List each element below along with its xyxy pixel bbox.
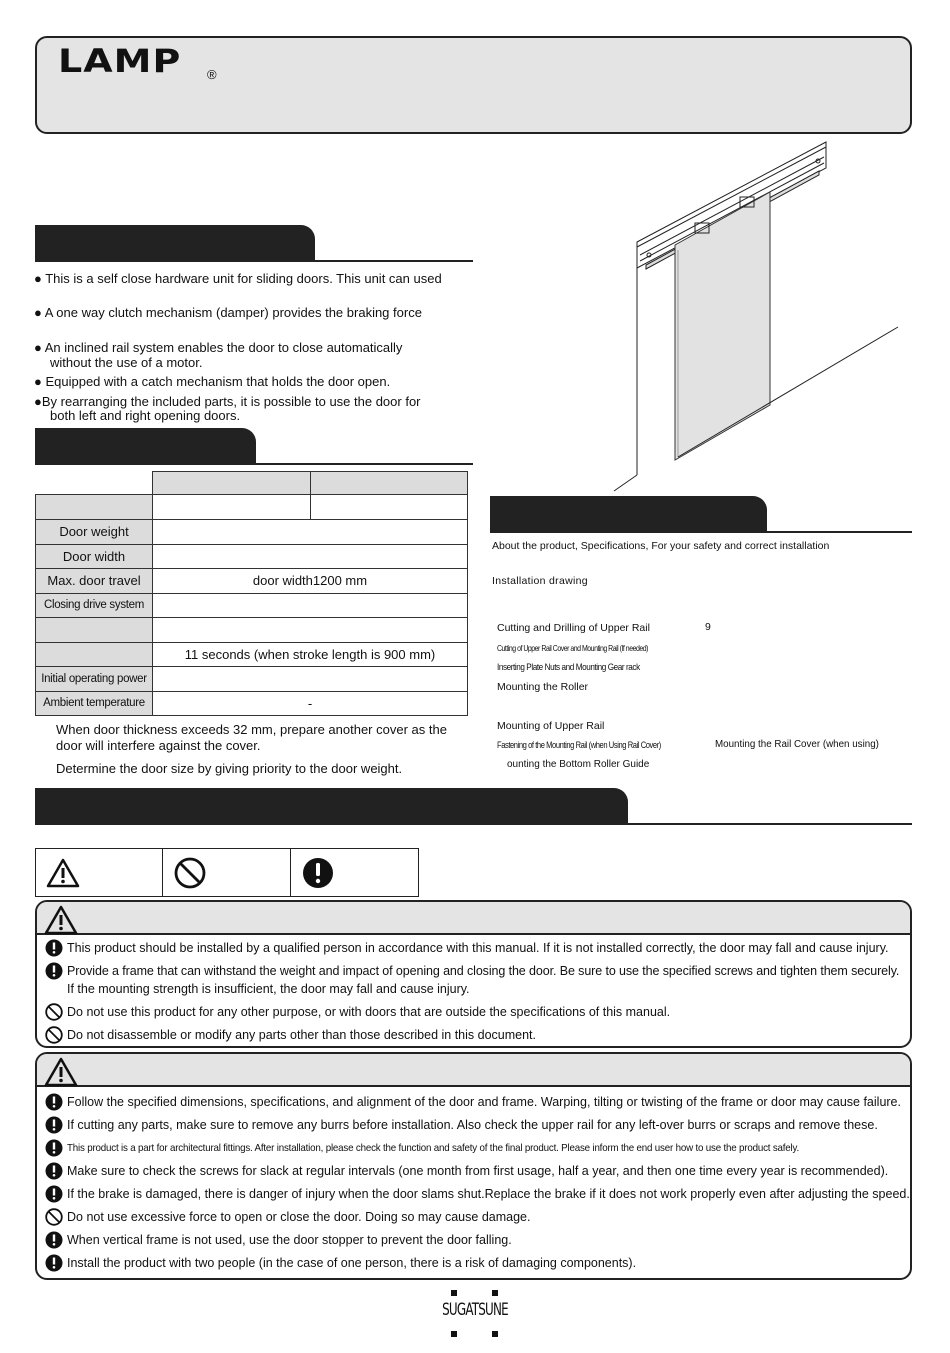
spec-label <box>36 642 153 667</box>
mandatory-action-icon <box>45 1139 63 1157</box>
mandatory-action-icon <box>45 1231 63 1249</box>
mandatory-action-icon <box>45 939 63 957</box>
spec-row <box>36 667 468 692</box>
contents-item-3: Inserting Plate Nuts and Mounting Gear rack <box>497 662 640 673</box>
legend-warning <box>35 848 163 897</box>
prohibited-icon <box>173 856 207 890</box>
legend-prohibited <box>163 848 291 897</box>
logo-square <box>492 1290 498 1296</box>
feature-2: ● A one way clutch mechanism (damper) provides the braking force <box>34 305 422 320</box>
prohibited-icon <box>45 1003 63 1021</box>
spec-row <box>36 544 468 569</box>
spec-label: Ambient temperature <box>36 691 153 716</box>
caution-list <box>37 1087 910 1272</box>
warning-panel <box>35 900 912 1048</box>
mandatory-action-icon <box>45 1116 63 1134</box>
caution-item <box>45 1185 910 1203</box>
caution-triangle-icon <box>44 1057 78 1087</box>
contents-item-7: ounting the Bottom Roller Guide <box>507 759 650 770</box>
spec-row <box>36 495 468 520</box>
caution-item <box>45 1208 910 1226</box>
caution-item <box>45 1139 910 1157</box>
contents-item-5: Mounting of Upper Rail <box>497 720 605 732</box>
warning-list <box>37 935 910 1044</box>
warning-item <box>45 962 910 998</box>
spec-value: - <box>153 691 468 716</box>
contents-item-6: Fastening of the Mounting Rail (when Using Rail Cover) <box>497 740 661 750</box>
mandatory-action-icon <box>45 1093 63 1111</box>
prohibited-icon <box>45 1208 63 1226</box>
warning-panel-head <box>37 902 910 935</box>
warning-item <box>45 939 910 957</box>
spec-table-head <box>152 471 468 495</box>
mandatory-action-icon <box>45 1254 63 1272</box>
spec-value: 11 seconds (when stroke length is 900 mm) <box>153 642 468 667</box>
mandatory-action-icon <box>301 856 335 890</box>
contents-rule <box>490 531 912 533</box>
warning-triangle-icon <box>44 905 78 935</box>
spec-row <box>36 520 468 545</box>
logo-square <box>492 1331 498 1337</box>
spec-label: Closing drive system <box>36 593 153 618</box>
safety-rule <box>35 823 912 825</box>
spec-row <box>36 691 468 716</box>
warning-item <box>45 1003 910 1021</box>
spec-note-1: When door thickness exceeds 32 mm, prepare another cover as the <box>56 722 447 737</box>
feature-4: ● Equipped with a catch mechanism that holds the door open. <box>34 374 391 389</box>
mandatory-action-icon <box>45 1185 63 1203</box>
spec-value <box>153 593 468 618</box>
spec-value <box>153 618 468 643</box>
contents-page-num: 9 <box>705 621 711 633</box>
caution-panel <box>35 1052 912 1280</box>
contents-item-4: Mounting the Roller <box>497 681 589 693</box>
caution-text: Install the product with two people (in the case of one person, there is a risk of damaging components). <box>67 1256 637 1270</box>
sugatsune-logo <box>430 1288 520 1343</box>
spec-row <box>36 569 468 594</box>
spec-rule <box>35 463 473 465</box>
feature-5: ●By rearranging the included parts, it is possible to use the door for <box>34 394 421 409</box>
spec-row <box>36 642 468 667</box>
warning-text: This product should be installed by a qualified person in accordance with this manual. If it is not installed correctly, the door may fall and cause injury. <box>67 941 889 955</box>
warning-text: Do not disassemble or modify any parts other than those described in this document. <box>67 1028 537 1042</box>
spec-label: Max. door travel <box>36 569 153 594</box>
contents-item-2: Cutting of Upper Rail Cover and Mounting Rail (If needed) <box>497 643 648 653</box>
contents-line-1: About the product, Specifications, For your safety and correct installation <box>492 540 830 552</box>
spec-value: door width1200 mm <box>153 569 468 594</box>
spec-row <box>36 593 468 618</box>
mandatory-action-icon <box>45 962 63 980</box>
caution-item <box>45 1254 910 1272</box>
logo-square <box>451 1331 457 1337</box>
brand-logo: LAMP <box>58 42 182 80</box>
spec-value <box>153 520 468 545</box>
contents-line-2: Installation drawing <box>492 575 588 587</box>
spec-label: Door width <box>36 544 153 569</box>
contents-item-1: Cutting and Drilling of Upper Rail <box>497 622 650 634</box>
symbol-legend <box>35 848 419 897</box>
caution-item <box>45 1162 910 1180</box>
spec-label <box>36 618 153 643</box>
caution-item <box>45 1116 910 1134</box>
spec-label: Initial operating power <box>36 667 153 692</box>
caution-text: When vertical frame is not used, use the door stopper to prevent the door falling. <box>67 1233 512 1247</box>
spec-table <box>35 494 468 716</box>
caution-text: Make sure to check the screws for slack at regular intervals (one month from first usage, half a year, and then one time every year is recommended). <box>67 1164 889 1178</box>
caution-text: This product is a part for architectural fittings. After installation, please check the function and safety of the final product. Please inform the end user how to use the product safely. <box>67 1142 800 1154</box>
spec-value <box>153 544 468 569</box>
feature-3: ● An inclined rail system enables the door to close automatically <box>34 340 403 355</box>
caution-item <box>45 1093 910 1111</box>
caution-text: Do not use excessive force to open or close the door. Doing so may cause damage. <box>67 1210 531 1224</box>
caution-item <box>45 1231 910 1249</box>
spec-label: Door weight <box>36 520 153 545</box>
registered-mark: ® <box>207 67 217 82</box>
spec-split-cell <box>153 495 468 520</box>
legend-mandatory <box>291 848 419 897</box>
feature-1: ● This is a self close hardware unit for sliding doors. This unit can used <box>34 271 442 286</box>
features-section-bar <box>35 225 315 262</box>
caution-panel-head <box>37 1054 910 1087</box>
safety-section-bar <box>35 788 628 825</box>
feature-5-cont: both left and right opening doors. <box>50 408 241 423</box>
spec-value <box>153 667 468 692</box>
spec-row <box>36 618 468 643</box>
contents-right-item: Mounting the Rail Cover (when using) <box>715 739 879 750</box>
warning-text-cont: If the mounting strength is insufficient, the door may fall and cause injury. <box>67 982 470 996</box>
spec-section-bar <box>35 428 256 465</box>
caution-text: Follow the specified dimensions, specifications, and alignment of the door and frame. Warping, tilting or twisting of the frame or door may cause failure. <box>67 1095 901 1109</box>
warning-triangle-icon <box>46 858 80 888</box>
spec-note-2: Determine the door size by giving priority to the door weight. <box>56 761 403 776</box>
footer-maker: SUGATSUNE <box>442 1300 508 1320</box>
contents-section-bar <box>490 496 767 533</box>
mandatory-action-icon <box>45 1162 63 1180</box>
features-rule <box>35 260 473 262</box>
spec-note-1-cont: door will interfere against the cover. <box>56 738 261 753</box>
caution-text: If the brake is damaged, there is danger of injury when the door slams shut.Replace the brake if it does not work properly even after adjusting the speed. <box>67 1187 910 1201</box>
caution-text: If cutting any parts, make sure to remove any burrs before installation. Also check the upper rail for any left-over burrs or scraps and remove these. <box>67 1118 878 1132</box>
warning-item <box>45 1026 910 1044</box>
product-illustration <box>600 135 920 495</box>
prohibited-icon <box>45 1026 63 1044</box>
logo-square <box>451 1290 457 1296</box>
warning-text: Provide a frame that can withstand the weight and impact of opening and closing the door. Be sure to use the specified screws and tighten them securely. <box>67 964 900 978</box>
warning-text: Do not use this product for any other purpose, or with doors that are outside the specifications of this manual. <box>67 1005 671 1019</box>
spec-label <box>36 495 153 520</box>
feature-3-cont: without the use of a motor. <box>50 355 203 370</box>
